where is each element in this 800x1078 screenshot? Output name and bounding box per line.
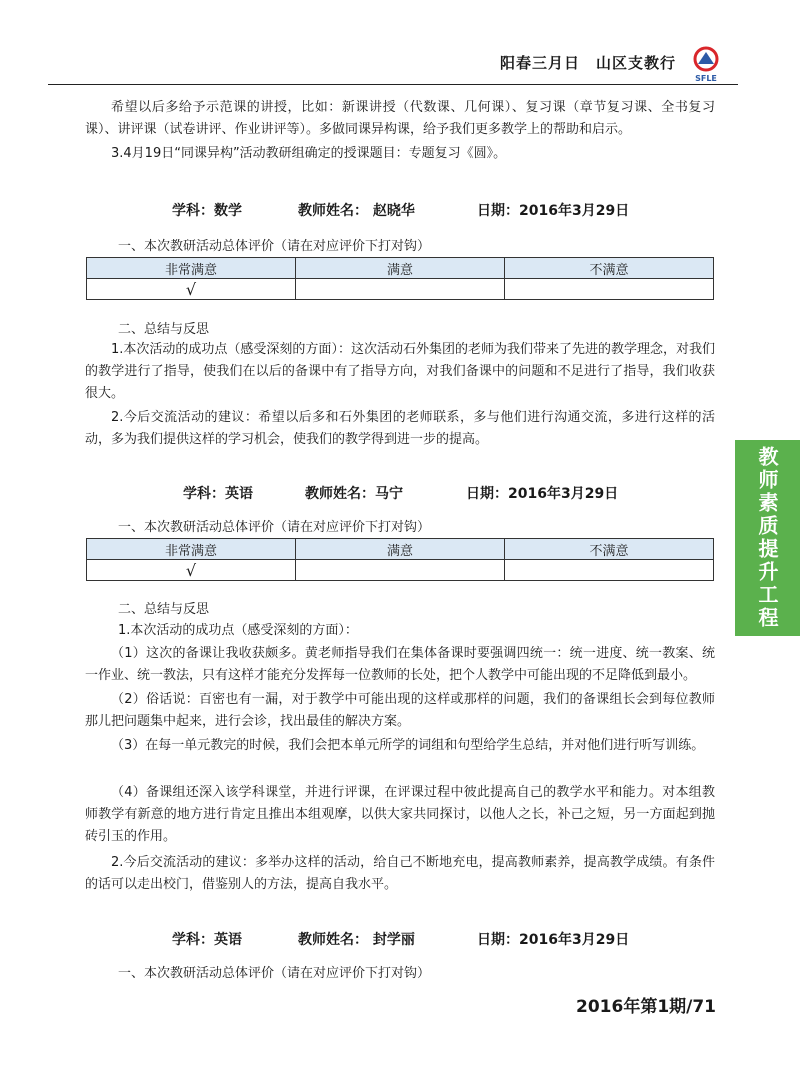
rating-header-very-satisfied: 非常满意 (87, 539, 296, 560)
rating-header-satisfied: 满意 (296, 258, 505, 279)
section1-eval-label: 一、本次教研活动总体评价（请在对应评价下打对钩） (118, 239, 431, 254)
rating-header-very-satisfied: 非常满意 (87, 258, 296, 279)
rating-header-satisfied: 满意 (296, 539, 505, 560)
rating-cell-satisfied (296, 279, 505, 300)
rating-cell-very-satisfied (87, 279, 296, 300)
rating-header-row (87, 258, 714, 279)
section2-paragraph-4: （4）备课组还深入该学科课堂，并进行评课，在评课过程中彼此提高自己的教学水平和能力。对本组教师教学有新意的地方进行肯定且推出本组观摩，以供大家共同探讨，以他人之长，补己之短，另一方面起到抛砖引玉的作用。 (85, 785, 715, 844)
section2-summary-label: 二、总结与反思 (118, 602, 210, 617)
section2-eval-label: 一、本次教研活动总体评价（请在对应评价下打对钩） (118, 520, 431, 535)
section1-subject: 学科：数学 (172, 203, 242, 219)
section2-subject: 学科：英语 (183, 486, 253, 502)
section1-teacher: 教师姓名： 赵晓华 (298, 203, 415, 219)
section3-teacher: 教师姓名： 封学丽 (298, 932, 415, 948)
rating-value-row (87, 279, 714, 300)
rating-cell-unsatisfied (505, 279, 714, 300)
section1-summary-label: 二、总结与反思 (118, 322, 210, 337)
logo-text: SFLE (695, 74, 717, 83)
rating-header-unsatisfied: 不满意 (505, 539, 714, 560)
sfle-logo (686, 44, 726, 84)
rating-cell-very-satisfied (87, 560, 296, 581)
intro-paragraph-1: 希望以后多给予示范课的讲授，比如：新课讲授（代数课、几何课）、复习课（章节复习课、全书复习课）、讲评课（试卷讲评、作业讲评等）。多做同课异构课，给予我们更多教学上的帮助和启示。 (85, 100, 715, 137)
section2-paragraph-5: 2.今后交流活动的建议：多举办这样的活动，给自己不断地充电，提高教师素养，提高教学成绩。有条件的话可以走出校门，借鉴别人的方法，提高自我水平。 (85, 855, 715, 892)
section1-paragraph-2: 2.今后交流活动的建议：希望以后多和石外集团的老师联系，多与他们进行沟通交流，多进行这样的活动，多为我们提供这样的学习机会，使我们的教学得到进一步的提高。 (85, 410, 715, 447)
page-header-title: 阳春三月日 山区支教行 (500, 54, 677, 72)
section2-paragraph-2: （2）俗话说：百密也有一漏，对于教学中可能出现的这样或那样的问题，我们的备课组长会到每位教师那儿把问题集中起来，进行会诊，找出最佳的解决方案。 (85, 692, 715, 729)
section2-rating-table (86, 538, 714, 581)
rating-header-row (87, 539, 714, 560)
section2-paragraph-3: （3）在每一单元教完的时候，我们会把本单元所学的词组和句型给学生总结，并对他们进行听写训练。 (111, 738, 705, 753)
page-footer-issue: 2016年第1期/71 (576, 997, 717, 1017)
check-mark: √ (185, 560, 197, 580)
rating-cell-unsatisfied (505, 560, 714, 581)
section3-subject: 学科：英语 (172, 932, 242, 948)
section1-rating-table (86, 257, 714, 300)
section2-teacher: 教师姓名：马宁 (305, 486, 403, 502)
section2-date: 日期：2016年3月29日 (466, 486, 619, 502)
rating-cell-satisfied (296, 560, 505, 581)
header-rule (48, 84, 738, 85)
rating-value-row (87, 560, 714, 581)
side-tab-label: 教师素质提升工程 (735, 440, 800, 636)
section3-date: 日期：2016年3月29日 (477, 932, 630, 948)
intro-paragraph-2: 3.4月19日“同课异构”活动教研组确定的授课题目：专题复习《圆》。 (111, 146, 507, 161)
section2-paragraph-1: （1）这次的备课让我收获颇多。黄老师指导我们在集体备课时要强调四统一：统一进度、统一教案、统一作业、统一教法，只有这样才能充分发挥每一位教师的长处，把个人教学中可能出现的不足降低到最小。 (85, 646, 715, 683)
section1-date: 日期：2016年3月29日 (477, 203, 630, 219)
rating-header-unsatisfied: 不满意 (505, 258, 714, 279)
section1-paragraph-1: 1.本次活动的成功点（感受深刻的方面）：这次活动石外集团的老师为我们带来了先进的教学理念，对我们的教学进行了指导，使我们在以后的备课中有了指导方向，对我们备课中的问题和不足进行了指导，我们收获很大。 (85, 342, 715, 401)
section3-eval-label: 一、本次教研活动总体评价（请在对应评价下打对钩） (118, 966, 431, 981)
section2-paragraph-0: 1.本次活动的成功点（感受深刻的方面）： (118, 623, 358, 638)
check-mark: √ (185, 279, 197, 299)
